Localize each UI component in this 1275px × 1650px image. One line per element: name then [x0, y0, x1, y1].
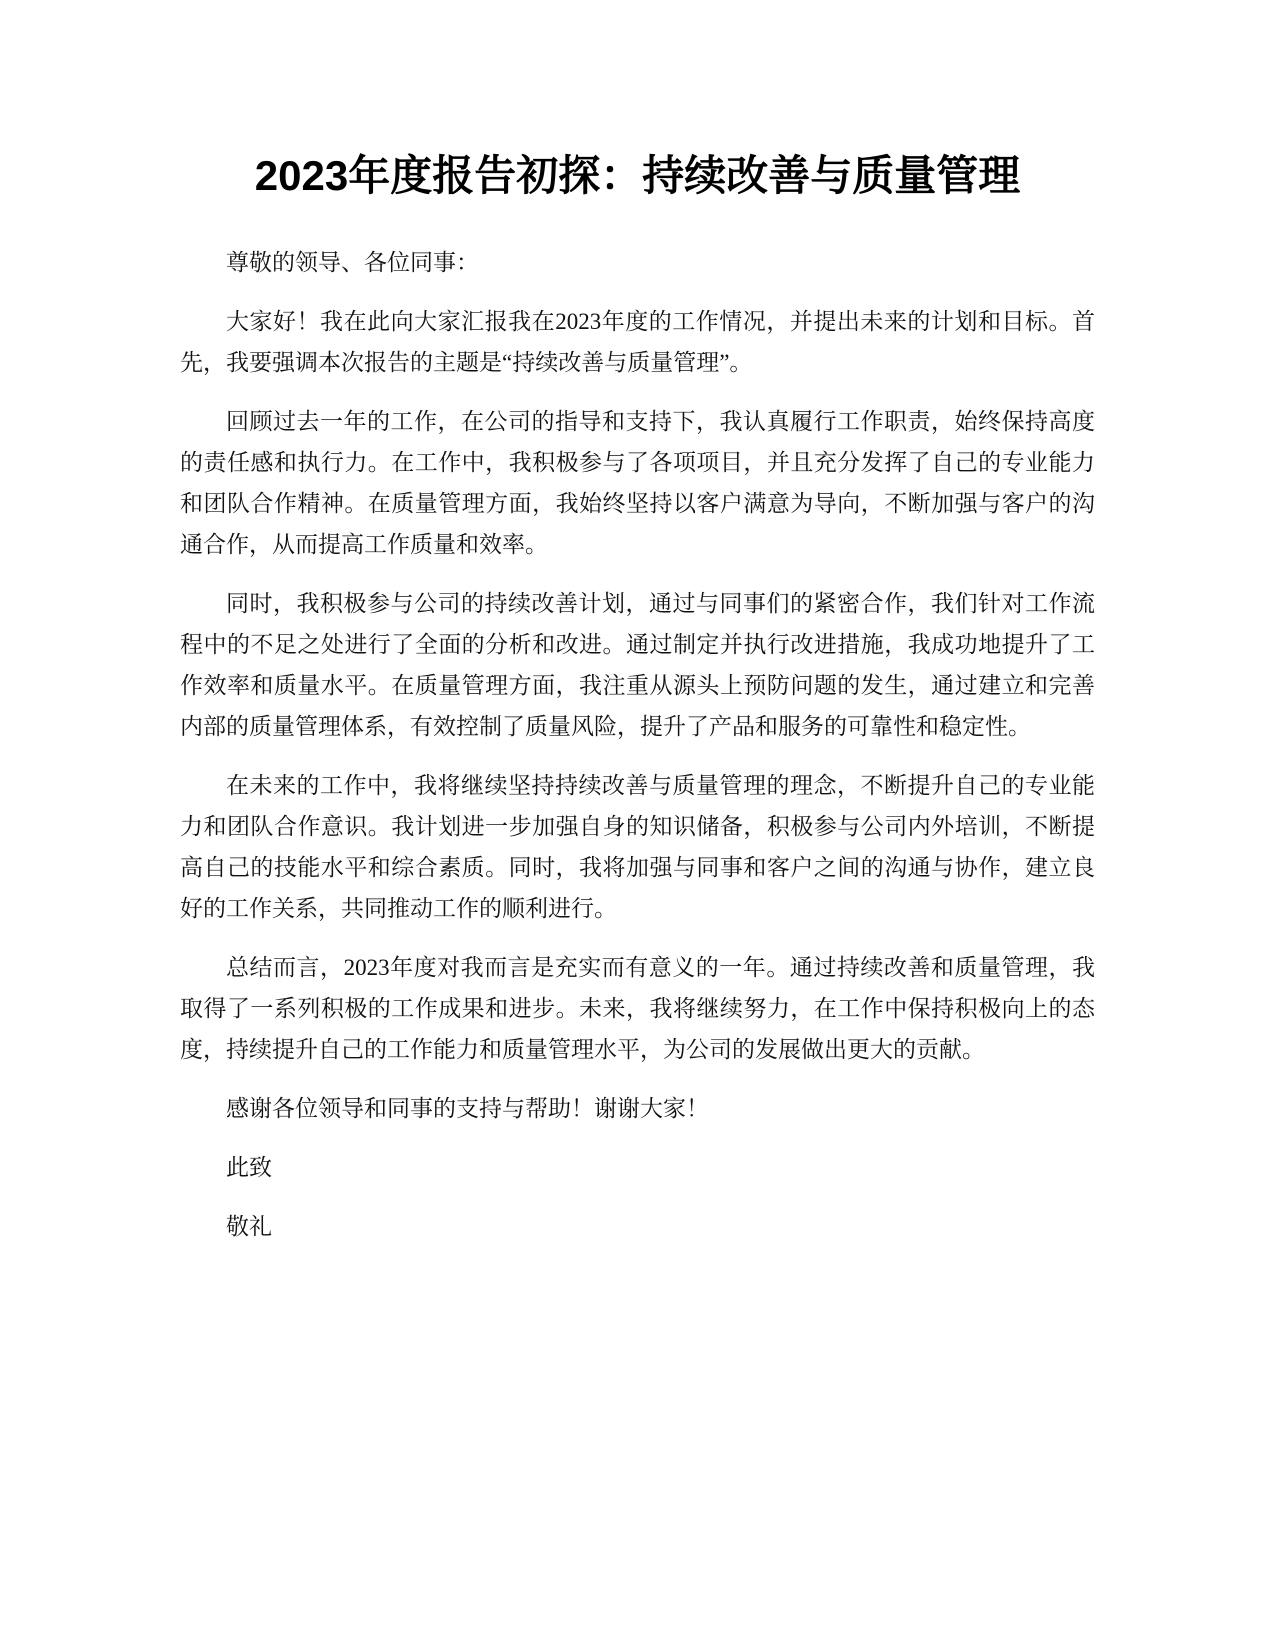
- paragraph-review: 回顾过去一年的工作，在公司的指导和支持下，我认真履行工作职责，始终保持高度的责任感和执行力。在工作中，我积极参与了各项项目，并且充分发挥了自己的专业能力和团队合作精神。在质量管理方面，我始终坚持以客户满意为导向，不断加强与客户的沟通合作，从而提高工作质量和效率。: [180, 409, 1095, 557]
- paragraph-summary: 总结而言，2023年度对我而言是充实而有意义的一年。通过持续改善和质量管理，我取得了一系列积极的工作成果和进步。未来，我将继续努力，在工作中保持积极向上的态度，持续提升自己的工作能力和质量管理水平，为公司的发展做出更大的贡献。: [180, 955, 1095, 1062]
- document-body: [180, 242, 1095, 1265]
- document-title: 2023年度报告初探：持续改善与质量管理: [254, 152, 1021, 199]
- paragraph-future: 在未来的工作中，我将继续坚持持续改善与质量管理的理念，不断提升自己的专业能力和团队合作意识。我计划进一步加强自身的知识储备，积极参与公司内外培训，不断提高自己的技能水平和综合素质。同时，我将加强与同事和客户之间的沟通与协作，建立良好的工作关系，共同推动工作的顺利进行。: [180, 773, 1095, 921]
- paragraph-improvement: 同时，我积极参与公司的持续改善计划，通过与同事们的紧密合作，我们针对工作流程中的不足之处进行了全面的分析和改进。通过制定并执行改进措施，我成功地提升了工作效率和质量水平。在质量管理方面，我注重从源头上预防问题的发生，通过建立和完善内部的质量管理体系，有效控制了质量风险，提升了产品和服务的可靠性和稳定性。: [180, 591, 1095, 739]
- salutation: 尊敬的领导、各位同事：: [226, 250, 479, 275]
- paragraph-intro: 大家好！我在此向大家汇报我在2023年度的工作情况，并提出未来的计划和目标。首先，我要强调本次报告的主题是“持续改善与质量管理”。: [180, 309, 1095, 375]
- closing-line-2: 敬礼: [226, 1214, 272, 1239]
- closing-line-1: 此致: [226, 1155, 272, 1180]
- paragraph-thanks: 感谢各位领导和同事的支持与帮助！谢谢大家！: [226, 1096, 709, 1121]
